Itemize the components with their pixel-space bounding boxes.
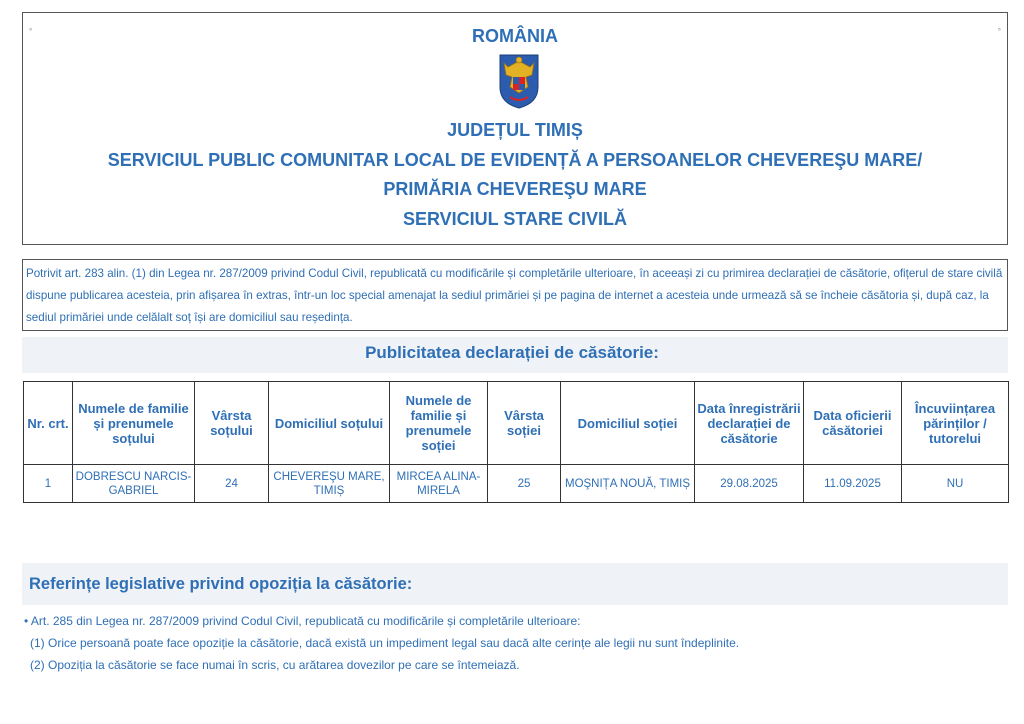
table-cell: CHEVEREŞU MARE, TIMIȘ	[269, 465, 390, 503]
marriage-declaration-table	[23, 381, 1009, 503]
service-title-line2: PRIMĂRIA CHEVEREŞU MARE	[383, 179, 647, 199]
header-box	[22, 12, 1008, 245]
romania-coat-of-arms-icon	[498, 53, 540, 109]
column-header: Vârsta soției	[488, 382, 561, 465]
column-header: Nr. crt.	[24, 382, 73, 465]
corner-mark: °	[997, 27, 1001, 36]
table-cell: DOBRESCU NARCIS-GABRIEL	[73, 465, 195, 503]
references-title: Referințe legislative privind opoziția la căsătorie:	[29, 575, 413, 593]
reference-item: (2) Opoziția la căsătorie se face numai în scris, cu arătarea dovezilor pe care se întemeiază.	[30, 658, 520, 672]
column-header: Numele de familie și prenumele soțului	[73, 382, 195, 465]
column-header: Data înregistrării declarației de căsătorie	[695, 382, 804, 465]
column-header: Numele de familie și prenumele soției	[390, 382, 488, 465]
table-header-row	[24, 382, 1009, 465]
table-cell: NU	[902, 465, 1009, 503]
legal-intro-paragraph: Potrivit art. 283 alin. (1) din Legea nr. 287/2009 privind Codul Civil, republicată cu modificările și completările ulterioare, în aceeași zi cu primirea declarației de căsătorie, ofițerul de stare civilă dispune publicarea acesteia, prin afișarea în extras, într-un loc special amenajat la sediul primăriei și pe pagina de internet a acesteia unde urmează să se încheie căsătoria și, după caz, la sediul primăriei unde celălalt soț își are domiciliul sau reședința.	[22, 259, 1008, 331]
table-cell: 1	[24, 465, 73, 503]
county-title: JUDEȚUL TIMIȘ	[447, 120, 583, 140]
table-cell: MIRCEA ALINA-MIRELA	[390, 465, 488, 503]
department-title: SERVICIUL STARE CIVILĂ	[402, 209, 628, 229]
table-cell: 11.09.2025	[804, 465, 902, 503]
column-header: Domiciliul soțului	[269, 382, 390, 465]
column-header: Încuviințarea părinților / tutorelui	[902, 382, 1009, 465]
column-header: Domiciliul soției	[561, 382, 695, 465]
reference-item: (1) Orice persoană poate face opoziție la căsătorie, dacă există un impediment legal sau dacă alte cerințe ale legii nu sunt îndeplinite.	[30, 636, 740, 650]
table-cell: 29.08.2025	[695, 465, 804, 503]
column-header: Data oficierii căsătoriei	[804, 382, 902, 465]
table-row	[24, 465, 1009, 503]
publication-title: Publicitatea declarației de căsătorie:	[365, 343, 659, 362]
corner-mark: °	[29, 27, 33, 36]
country-title: ROMÂNIA	[472, 26, 558, 46]
reference-item: • Art. 285 din Legea nr. 287/2009 privind Codul Civil, republicată cu modificările și completările ulterioare:	[24, 614, 581, 628]
table-cell: 25	[488, 465, 561, 503]
column-header: Vârsta soțului	[195, 382, 269, 465]
table-cell: 24	[195, 465, 269, 503]
table-cell: MOŞNIȚA NOUĂ, TIMIȘ	[561, 465, 695, 503]
service-title-line1: SERVICIUL PUBLIC COMUNITAR LOCAL DE EVIDENȚĂ A PERSOANELOR CHEVEREŞU MARE/	[107, 150, 923, 170]
